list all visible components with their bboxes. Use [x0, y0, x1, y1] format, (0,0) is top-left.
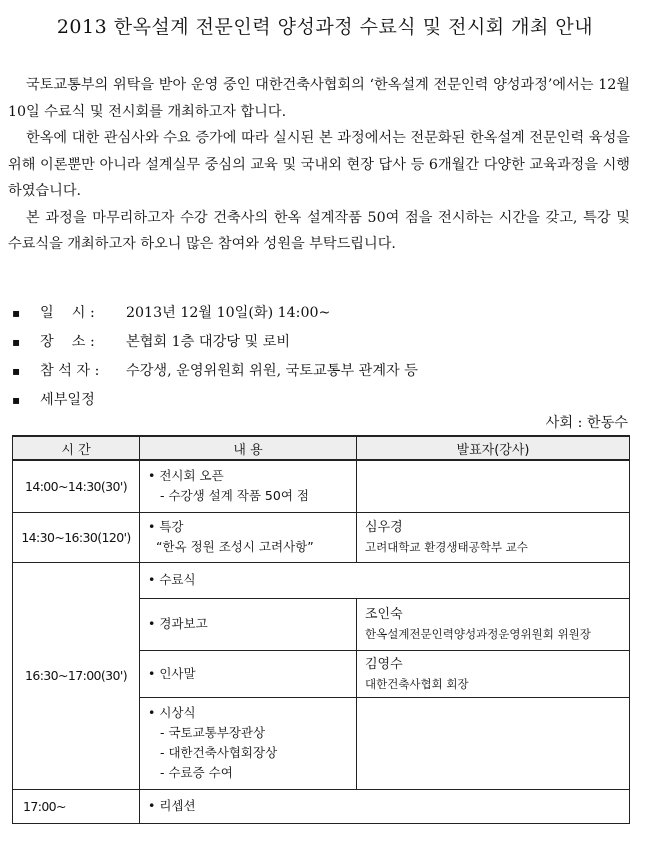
table-header-row	[13, 436, 630, 460]
time-cell: 16:30~17:00(30')	[13, 562, 140, 789]
bullet-icon: ▪	[12, 306, 21, 320]
speaker-cell	[357, 697, 630, 789]
speaker-name: 김영수	[365, 656, 403, 672]
info-attendees	[8, 360, 628, 389]
bullet-icon: ▪	[12, 393, 21, 407]
bullet-icon: ▪	[12, 364, 21, 378]
info-schedule	[8, 389, 628, 418]
speaker-title: 고려대학교 환경생태공학부 교수	[365, 540, 528, 554]
table-row	[13, 512, 630, 562]
content-line: “한옥 정원 조성시 고려사항”	[156, 539, 314, 554]
header-time: 시 간	[13, 436, 140, 460]
content-line: - 국토교통부장관상	[160, 725, 266, 740]
content-line: • 인사말	[148, 665, 196, 681]
info-label: 참 석 자 :	[40, 363, 104, 379]
speaker-name: 조인숙	[365, 607, 403, 622]
content-cell	[140, 650, 357, 697]
table-row	[13, 460, 630, 512]
content-cell	[140, 598, 357, 650]
content-cell	[140, 789, 630, 823]
info-place	[8, 331, 628, 360]
content-line: • 경과보고	[148, 616, 208, 631]
content-cell	[140, 562, 630, 598]
info-value: 수강생, 운영위원회 위원, 국토교통부 관계자 등	[126, 363, 418, 379]
intro-paragraph: 한옥에 대한 관심사와 수요 증가에 따라 실시된 본 과정에서는 전문화된 한옥설계 전문인력 육성을 위해 이론뿐만 아니라 설계실무 중심의 교육 및 국내외 현장 답사 등 6개월간 다양한 교육과정을 시행하였습니다.	[8, 130, 630, 199]
info-label: 세부일정	[40, 392, 95, 408]
content-line: • 특강	[148, 519, 184, 534]
speaker-title: 한옥설계전문인력양성과정운영위원회 위원장	[365, 627, 591, 641]
info-label: 장 소 :	[40, 334, 100, 350]
intro-paragraph: 본 과정을 마무리하고자 수강 건축사의 한옥 설계작품 50여 점을 전시하는 시간을 갖고, 특강 및 수료식을 개최하고자 하오니 많은 참여와 성원을 부탁드립니다.	[8, 209, 630, 252]
intro-paragraphs	[8, 72, 630, 258]
table-row	[13, 562, 630, 598]
event-info-list	[8, 302, 628, 418]
content-cell	[140, 512, 357, 562]
speaker-name: 심우경	[365, 520, 403, 535]
header-content: 내 용	[140, 436, 357, 460]
bullet-icon: ▪	[12, 335, 21, 349]
info-date	[8, 302, 628, 331]
schedule-table	[12, 435, 630, 824]
content-line: • 시상식	[148, 705, 196, 720]
content-line: - 대한건축사협회장상	[160, 745, 278, 760]
info-value: 본협회 1층 대강당 및 로비	[126, 334, 291, 350]
content-line: - 수료증 수여	[160, 765, 233, 780]
info-label: 일 시 :	[40, 305, 100, 321]
content-line: • 리셉션	[148, 798, 196, 813]
speaker-title: 대한건축사협회 회장	[365, 676, 469, 691]
time-cell: 17:00~	[13, 789, 140, 823]
content-cell	[140, 460, 357, 512]
content-cell	[140, 697, 357, 789]
table-row	[13, 789, 630, 823]
content-line: - 수강생 설계 작품 50여 점	[160, 488, 309, 504]
time-cell: 14:00~14:30(30')	[13, 460, 140, 512]
time-cell: 14:30~16:30(120')	[13, 512, 140, 562]
intro-paragraph: 국토교통부의 위탁을 받아 운영 중인 대한건축사협회의 ‘한옥설계 전문인력 양성과정’에서는 12월 10일 수료식 및 전시회를 개최하고자 합니다.	[8, 77, 630, 120]
speaker-cell	[357, 598, 630, 650]
speaker-cell	[357, 512, 630, 562]
speaker-cell	[357, 460, 630, 512]
document-title: 2013 한옥설계 전문인력 양성과정 수료식 및 전시회 개최 안내	[56, 16, 594, 38]
info-value: 2013년 12월 10일(화) 14:00~	[126, 305, 331, 321]
header-speaker: 발표자(강사)	[357, 436, 630, 460]
speaker-cell	[357, 650, 630, 697]
host-label: 사회 : 한동수	[545, 415, 628, 431]
content-line: • 수료식	[148, 572, 196, 587]
content-line: • 전시회 오픈	[148, 468, 224, 484]
